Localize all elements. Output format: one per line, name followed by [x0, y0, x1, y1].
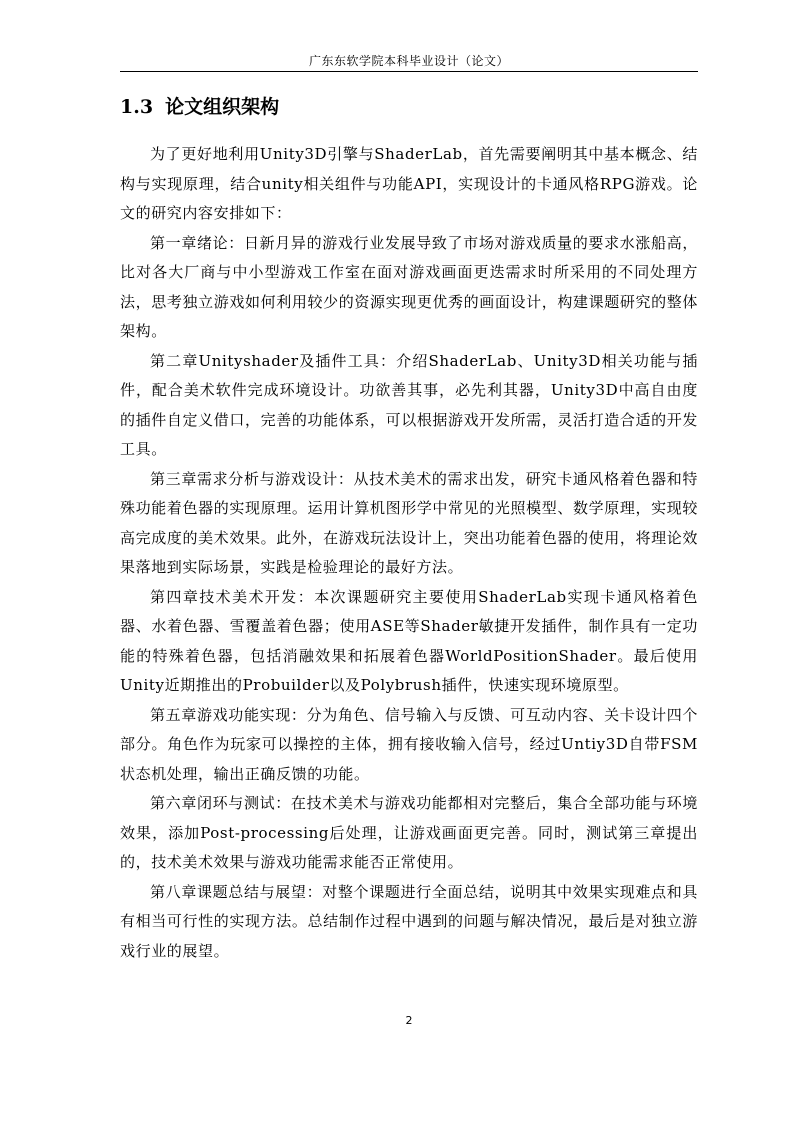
body-text	[120, 140, 698, 966]
paragraph-chapter-8: 第八章课题总结与展望：对整个课题进行全面总结，说明其中效果实现难点和具有相当可行性的实现方法。总结制作过程中遇到的问题与解决情况，最后是对独立游戏行业的展望。	[120, 882, 698, 960]
section-number: 1.3	[120, 96, 154, 118]
page-number: 2	[405, 1014, 413, 1027]
running-header: 广东东软学院本科毕业设计（论文）	[308, 54, 509, 68]
paragraph-chapter-1: 第一章绪论：日新月异的游戏行业发展导致了市场对游戏质量的要求水涨船高，比对各大厂商与中小型游戏工作室在面对游戏画面更迭需求时所采用的不同处理方法，思考独立游戏如何利用较少的资源实现更优秀的画面设计，构建课题研究的整体架构。	[120, 233, 698, 340]
header-rule	[120, 71, 698, 72]
paragraph-intro: 为了更好地利用Unity3D引擎与ShaderLab，首先需要阐明其中基本概念、结构与实现原理，结合unity相关组件与功能API，实现设计的卡通风格RPG游戏。论文的研究内容安排如下：	[120, 145, 698, 222]
section-title: 论文组织架构	[165, 96, 280, 118]
paragraph-chapter-4: 第四章技术美术开发：本次课题研究主要使用ShaderLab实现卡通风格着色器、水着色器、雪覆盖着色器；使用ASE等Shader敏捷开发插件，制作具有一定功能的特殊着色器，包括消融效果和拓展着色器WorldPositionShader。最后使用Unity近期推出的Probuilder以及Polybrush插件，快速实现环境原型。	[120, 587, 698, 694]
paragraph-chapter-5: 第五章游戏功能实现：分为角色、信号输入与反馈、可互动内容、关卡设计四个部分。角色作为玩家可以操控的主体，拥有接收输入信号，经过Untiy3D自带FSM状态机处理，输出正确反馈的功能。	[120, 705, 698, 783]
paragraph-chapter-2: 第二章Unityshader及插件工具：介绍ShaderLab、Unity3D相关功能与插件，配合美术软件完成环境设计。功欲善其事，必先利其器，Unity3D中高自由度的插件自定义借口，完善的功能体系，可以根据游戏开发所需，灵活打造合适的开发工具。	[120, 351, 698, 458]
paragraph-chapter-3: 第三章需求分析与游戏设计：从技术美术的需求出发，研究卡通风格着色器和特殊功能着色器的实现原理。运用计算机图形学中常见的光照模型、数学原理，实现较高完成度的美术效果。此外，在游戏玩法设计上，突出功能着色器的使用，将理论效果落地到实际场景，实践是检验理论的最好方法。	[120, 469, 698, 576]
section-heading	[120, 94, 698, 120]
paragraph-chapter-6: 第六章闭环与测试：在技术美术与游戏功能都相对完整后，集合全部功能与环境效果，添加Post-processing后处理，让游戏画面更完善。同时，测试第三章提出的，技术美术效果与游戏功能需求能否正常使用。	[120, 794, 698, 871]
